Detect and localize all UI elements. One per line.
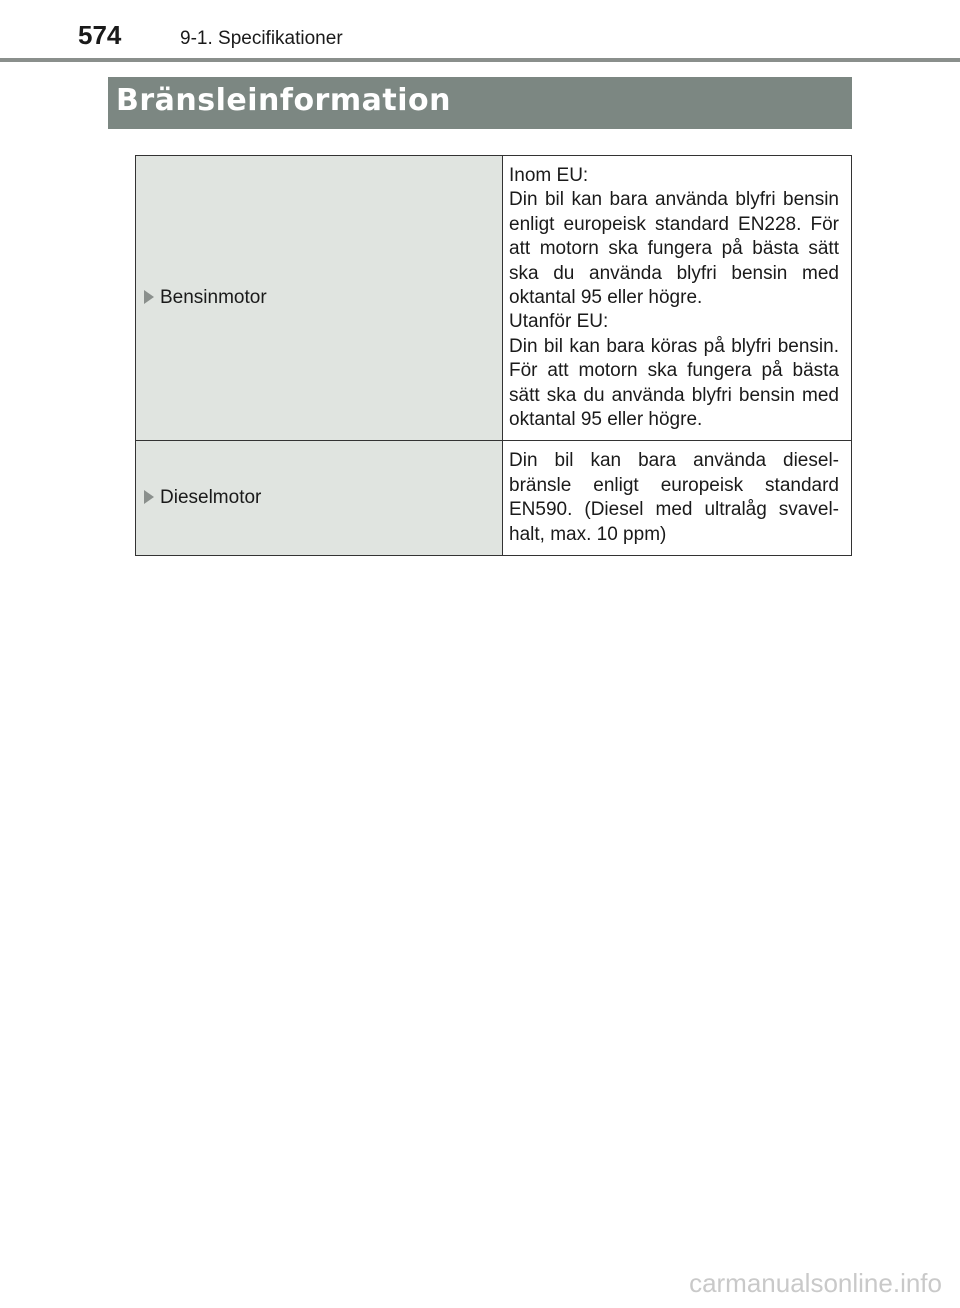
table-row [136, 156, 852, 441]
row-label-cell [136, 441, 503, 556]
block-heading: Utanför EU: [509, 311, 609, 333]
row-label: Dieselmotor [160, 487, 262, 509]
page-header [0, 0, 960, 64]
block-heading: Inom EU: [509, 165, 589, 186]
triangle-right-icon [144, 490, 154, 504]
row-description-cell [503, 441, 852, 556]
block-text: Din bil kan bara använda diesel-bränsle enligt europeisk standard EN590. (Diesel med ultralåg svavel-halt, max. 10 ppm) [509, 450, 839, 545]
section-title-bar [108, 77, 852, 129]
section-label: 9-1. Specifikationer [180, 28, 343, 49]
row-label-cell [136, 156, 503, 441]
fuel-info-table [135, 155, 852, 556]
page-number: 574 [78, 20, 122, 50]
row-label: Bensinmotor [160, 287, 267, 309]
table-row [136, 441, 852, 556]
row-description-cell [503, 156, 852, 441]
block-text: Din bil kan bara använda blyfri bensin enligt europeisk standard EN228. För att motorn ska fungera på bästa sätt ska du använda blyfri bensin med oktantal 95 eller högre. [509, 189, 839, 309]
block-text: Din bil kan bara köras på blyfri bensin. För att motorn ska fungera på bästa sätt ska du använda blyfri bensin med oktantal 95 eller högre. [509, 335, 839, 431]
section-title: Bränsleinformation [116, 83, 451, 118]
triangle-right-icon [144, 290, 154, 304]
watermark: carmanualsonline.info [689, 1268, 942, 1298]
header-divider [0, 58, 960, 62]
